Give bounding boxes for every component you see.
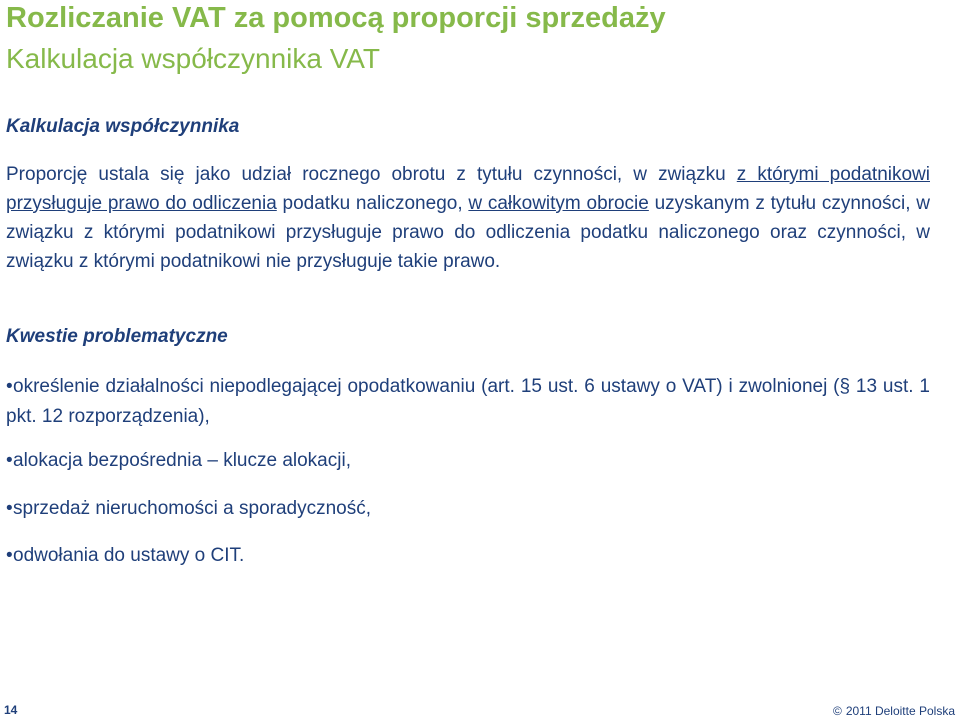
- section-heading-calculation: Kalkulacja współczynnika: [6, 116, 240, 137]
- bullet-text: alokacja bezpośrednia – klucze alokacji,: [13, 450, 351, 471]
- bullet-item: [6, 446, 930, 476]
- slide-title: Rozliczanie VAT za pomocą proporcji sprzedaży: [6, 2, 666, 34]
- bullet-item: [6, 372, 930, 432]
- paragraph-text-1: Proporcję ustala się jako udział rocznego obrotu z tytułu czynności, w związku: [6, 164, 737, 185]
- copyright: [833, 704, 955, 718]
- paragraph-text-2: podatku naliczonego,: [276, 193, 469, 214]
- bullet-icon: •: [6, 498, 13, 519]
- copyright-text: 2011 Deloitte Polska: [845, 704, 955, 718]
- bullet-icon: •: [6, 545, 13, 566]
- bullet-item: [6, 494, 930, 524]
- calculation-paragraph: [6, 160, 930, 276]
- bullet-text: sprzedaż nieruchomości a sporadyczność,: [13, 498, 372, 519]
- bullet-icon: •: [6, 450, 13, 471]
- bullet-item: [6, 541, 930, 571]
- bullet-icon: •: [6, 376, 13, 397]
- section-heading-issues: Kwestie problematyczne: [6, 326, 228, 347]
- copyright-icon: ©: [832, 704, 842, 718]
- page-number: 14: [4, 703, 18, 717]
- paragraph-underlined-1: z którymi podatnikowi przysługuje prawo do odliczenia: [6, 164, 930, 214]
- bullet-text: określenie działalności niepodlegającej opodatkowaniu (art. 15 ust. 6 ustawy o VAT) i zwolnionej (§ 13 ust. 1 pkt. 12 rozporządzenia),: [6, 376, 930, 427]
- paragraph-text-3: uzyskanym z tytułu czynności, w związku z którymi podatnikowi przysługuje prawo do odliczenia podatku naliczonego oraz czynności, w związku z którymi podatnikowi nie przysługuje takie prawo.: [6, 193, 931, 272]
- slide-subtitle: Kalkulacja współczynnika VAT: [6, 43, 381, 74]
- paragraph-underlined-2: w całkowitym obrocie: [468, 193, 649, 214]
- bullet-text: odwołania do ustawy o CIT.: [13, 545, 245, 566]
